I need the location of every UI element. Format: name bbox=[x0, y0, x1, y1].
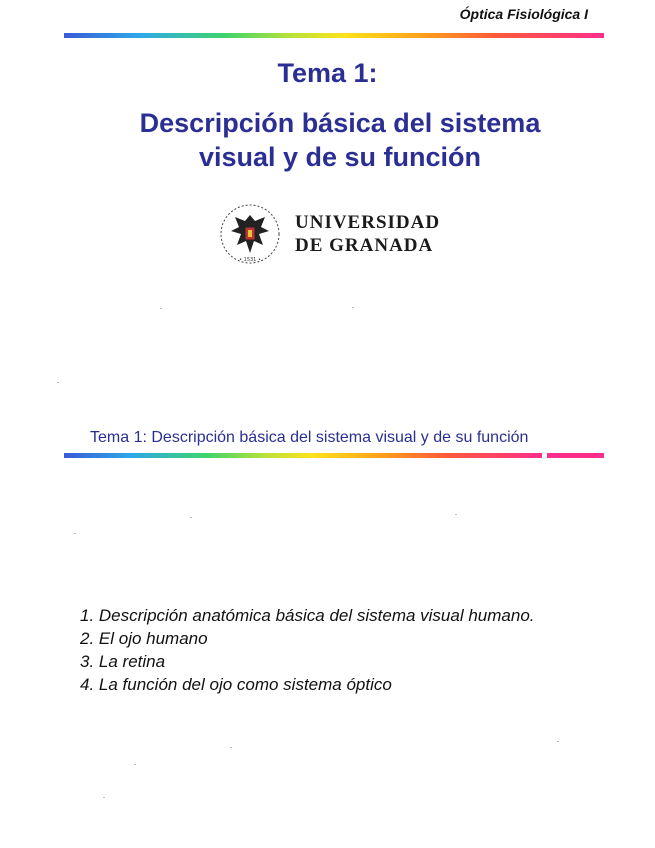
university-name-line-2: DE GRANADA bbox=[295, 235, 434, 256]
slide-subtitle bbox=[0, 106, 655, 174]
university-name bbox=[295, 211, 440, 257]
university-logo bbox=[219, 203, 439, 269]
pink-divider-segment bbox=[547, 453, 604, 458]
scan-speck bbox=[57, 382, 59, 383]
scan-speck bbox=[352, 307, 354, 308]
outline-item-1: 1. Descripción anatómica básica del sistema visual humano. bbox=[80, 606, 535, 625]
outline-item-3: 3. La retina bbox=[80, 652, 166, 671]
outline-item-2: 2. El ojo humano bbox=[80, 629, 208, 648]
slide-title: Tema 1: bbox=[277, 58, 378, 88]
subtitle-line-2: visual y de su función bbox=[198, 142, 482, 172]
outline-item-4: 4. La función del ojo como sistema óptico bbox=[80, 675, 392, 694]
scan-speck bbox=[160, 308, 162, 309]
scan-speck bbox=[557, 741, 559, 742]
scan-speck bbox=[134, 764, 136, 765]
university-seal-icon bbox=[219, 203, 281, 265]
university-name-line-1: UNIVERSIDAD bbox=[295, 212, 441, 233]
course-header: Óptica Fisiológica I bbox=[459, 6, 588, 22]
slide2-title: Tema 1: Descripción básica del sistema visual y de su función bbox=[90, 429, 529, 446]
outline-list bbox=[80, 604, 535, 696]
rainbow-divider-mid bbox=[64, 453, 542, 458]
scan-speck bbox=[230, 747, 232, 748]
rainbow-divider-top bbox=[64, 33, 604, 38]
scan-speck bbox=[74, 533, 76, 534]
scan-speck bbox=[455, 514, 457, 515]
scan-speck bbox=[190, 517, 192, 518]
svg-text:• 1531 •: • 1531 • bbox=[239, 257, 261, 263]
subtitle-line-1: Descripción básica del sistema bbox=[139, 108, 541, 138]
scan-speck bbox=[103, 797, 105, 798]
